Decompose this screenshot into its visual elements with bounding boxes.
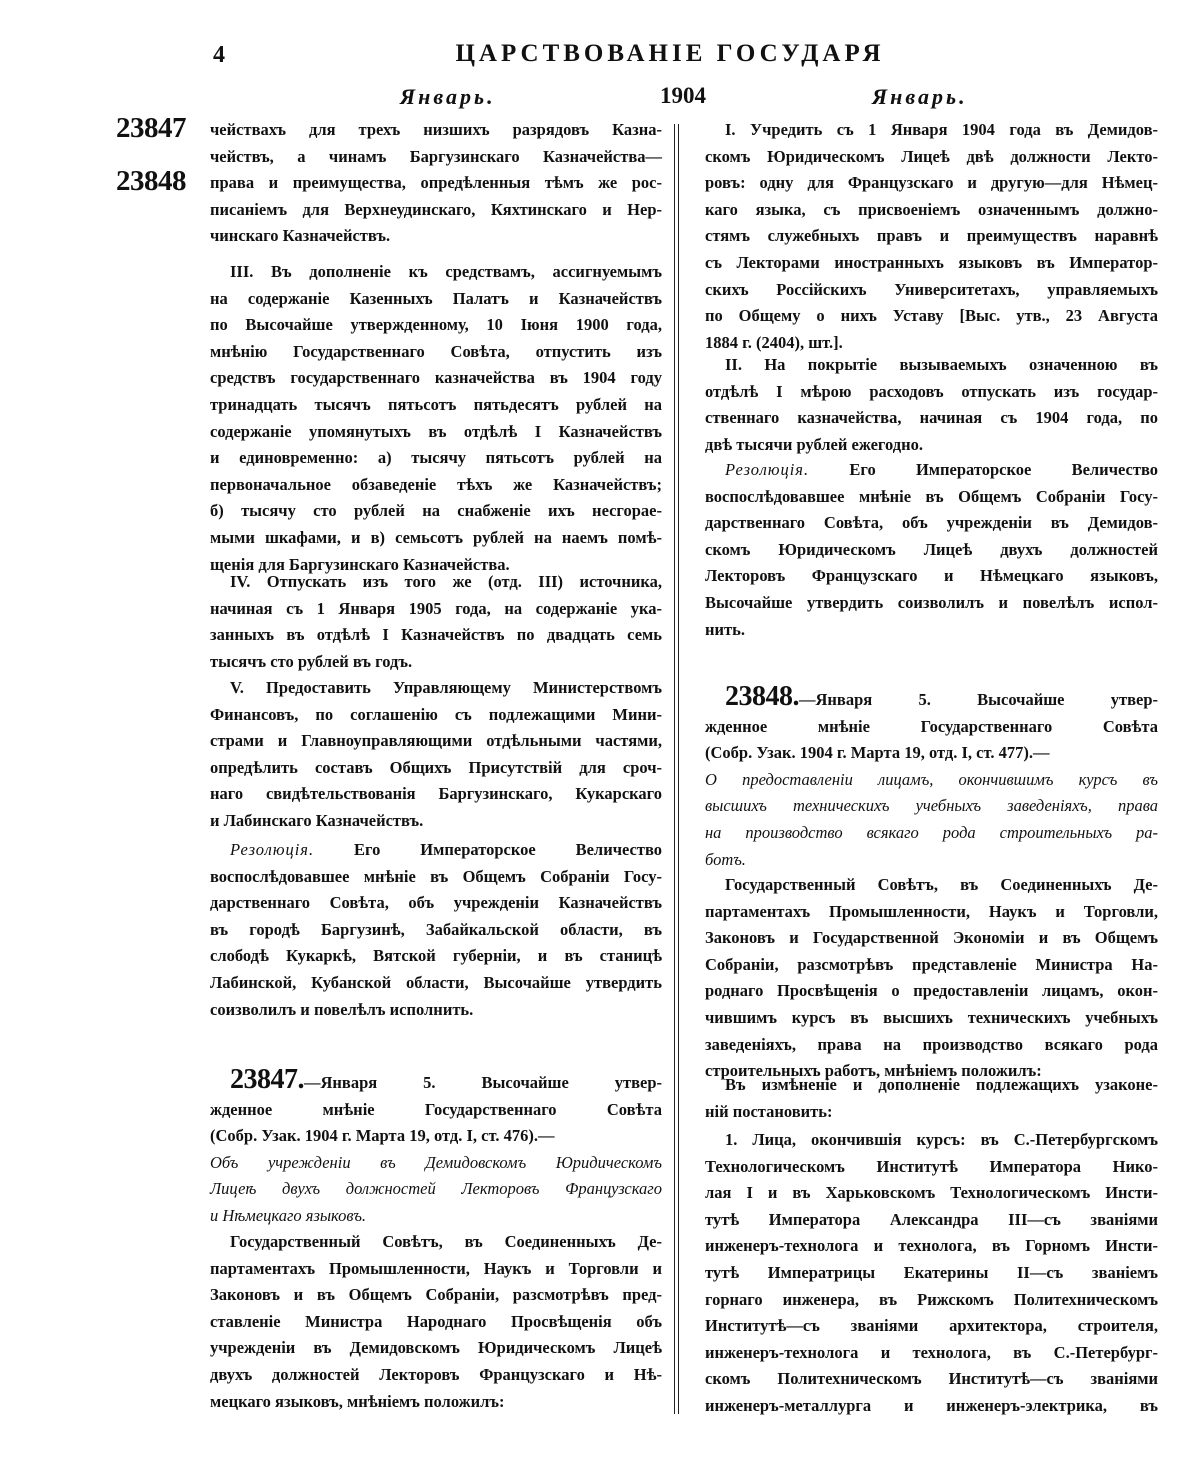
text-line bbox=[210, 649, 662, 676]
text-line bbox=[210, 472, 662, 499]
line-text: на содержаніе Казенныхъ Палатъ и Казначействъ bbox=[210, 288, 662, 308]
paragraph bbox=[705, 1072, 1158, 1125]
line-text: чившимъ курсъ въ высшихъ техническихъ учебныхъ bbox=[705, 1007, 1158, 1027]
line-text: б) тысячу сто рублей на снабженіе ихъ несгорае- bbox=[210, 501, 662, 521]
text-line bbox=[210, 1335, 662, 1362]
text-line bbox=[210, 392, 662, 419]
text-line bbox=[210, 1064, 662, 1097]
line-text: мецкаго языковъ, мнѣніемъ положилъ: bbox=[210, 1391, 505, 1411]
line-text: Законовъ и Государственной Экономіи и въ Общемъ bbox=[705, 928, 1158, 948]
page-number: 4 bbox=[213, 42, 225, 68]
decree-number: 23847. bbox=[230, 1064, 304, 1095]
line-text: —Января 5. Высочайше утвер- bbox=[799, 690, 1158, 709]
text-line bbox=[705, 303, 1158, 330]
line-text: каго языка, съ присвоеніемъ означеннымъ должно- bbox=[705, 199, 1158, 219]
line-text: инженеръ-металлурга и инженеръ-электрика, въ bbox=[705, 1395, 1158, 1415]
text-line bbox=[705, 537, 1158, 564]
year: 1904 bbox=[660, 83, 706, 108]
line-text: Государственный Совѣтъ, въ Соединенныхъ Де- bbox=[230, 1232, 662, 1251]
line-text: начиная съ 1 Января 1905 года, на содержаніе ука- bbox=[210, 598, 662, 618]
text-line bbox=[210, 445, 662, 472]
text-line bbox=[705, 1032, 1158, 1059]
line-text: ставленіе Министра Народнаго Просвѣщенія объ bbox=[210, 1311, 662, 1331]
text-line bbox=[705, 740, 1158, 767]
text-line bbox=[705, 617, 1158, 644]
paragraph bbox=[210, 837, 662, 1023]
line-text: страми и Главноуправляющими отдѣльными частями, bbox=[210, 731, 662, 751]
line-text: занныхъ въ отдѣлѣ I Казначействъ по двадцать семь bbox=[210, 625, 662, 645]
text-line bbox=[210, 890, 662, 917]
text-line bbox=[705, 250, 1158, 277]
text-line bbox=[705, 952, 1158, 979]
line-text: и единовременно: а) тысячу пятьсотъ рублей на bbox=[210, 448, 662, 468]
text-line bbox=[210, 728, 662, 755]
text-line bbox=[705, 484, 1158, 511]
margin-number: 23847 bbox=[116, 112, 186, 144]
line-text: V. Предоставить Управляющему Министерствомъ bbox=[230, 678, 662, 697]
line-text: мнѣнію Государственнаго Совѣта, отпустить изъ bbox=[210, 341, 662, 361]
line-text: щенія для Баргузинскаго Казначейства. bbox=[210, 554, 510, 574]
text-line bbox=[705, 1005, 1158, 1032]
text-line bbox=[705, 872, 1158, 899]
line-text: заведеніяхъ, права на производство всякаго рода bbox=[705, 1034, 1158, 1054]
line-text: скомъ Юридическомъ Лицеѣ двухъ должностей bbox=[705, 539, 1158, 559]
text-line bbox=[705, 899, 1158, 926]
line-text: ровъ: одну для Французскаго и другую—для Нѣмец- bbox=[705, 173, 1158, 193]
line-text: инженеръ-технолога и технолога, въ Горномъ Инсти- bbox=[705, 1236, 1158, 1256]
line-text: воспослѣдовавшее мнѣніе въ Общемъ Собраніи Госу- bbox=[705, 486, 1158, 506]
text-line bbox=[210, 197, 662, 224]
line-text: права и преимущества, опредѣленныя тѣмъ же рос- bbox=[210, 173, 662, 193]
section-heading bbox=[210, 1064, 662, 1230]
text-line bbox=[705, 1340, 1158, 1367]
line-text: ботъ. bbox=[705, 849, 746, 869]
line-text: по Общему о нихъ Уставу [Выс. утв., 23 Августа bbox=[705, 306, 1158, 326]
text-line bbox=[705, 820, 1158, 847]
text-line bbox=[210, 917, 662, 944]
line-text: III. Въ дополненіе къ средствамъ, ассигнуемымъ bbox=[230, 262, 662, 281]
text-line bbox=[210, 755, 662, 782]
paragraph bbox=[210, 259, 662, 578]
line-text: 1884 г. (2404), шт.]. bbox=[705, 332, 843, 352]
text-line bbox=[210, 596, 662, 623]
line-text: скихъ Россійскихъ Университетахъ, управляемыхъ bbox=[705, 279, 1158, 299]
text-line bbox=[210, 1309, 662, 1336]
text-line bbox=[210, 498, 662, 525]
line-text: Финансовъ, по соглашенію съ подлежащими Мини- bbox=[210, 704, 662, 724]
text-line bbox=[705, 223, 1158, 250]
resolution-label: Резолюція. bbox=[725, 460, 810, 479]
decree-number: 23848. bbox=[725, 681, 799, 712]
text-line bbox=[705, 1072, 1158, 1099]
line-text: наго свидѣтельствованія Баргузинскаго, Кукарскаго bbox=[210, 784, 662, 804]
line-text: двухъ должностей Лекторовъ Французскаго и Нѣ- bbox=[210, 1364, 662, 1384]
text-line bbox=[705, 117, 1158, 144]
text-line bbox=[705, 714, 1158, 741]
line-text: Лицеѣ двухъ должностей Лекторовъ Французскаго bbox=[210, 1179, 662, 1199]
line-text: Въ измѣненіе и дополненіе подлежащихъ узаконе- bbox=[725, 1075, 1158, 1094]
line-text: Объ учрежденіи въ Демидовскомъ Юридическомъ bbox=[210, 1152, 662, 1172]
text-line bbox=[705, 432, 1158, 459]
text-line bbox=[210, 1150, 662, 1177]
line-text: О предоставленіи лицамъ, окончившимъ курсъ въ bbox=[705, 769, 1158, 789]
text-line bbox=[705, 1233, 1158, 1260]
line-text: Лекторовъ Французскаго и Нѣмецкаго языковъ, bbox=[705, 566, 1158, 586]
text-line bbox=[705, 379, 1158, 406]
text-line bbox=[705, 457, 1158, 484]
text-line bbox=[210, 1389, 662, 1416]
line-text: Собраніи, разсмотрѣвъ представленіе Министра На- bbox=[705, 954, 1158, 974]
text-line bbox=[210, 837, 662, 864]
line-text: и Нѣмецкаго языковъ. bbox=[210, 1205, 367, 1225]
text-line bbox=[210, 117, 662, 144]
line-text: тысячъ сто рублей въ годъ. bbox=[210, 651, 413, 671]
line-text: соизволилъ и повелѣлъ исполнить. bbox=[210, 999, 474, 1019]
text-line bbox=[705, 1099, 1158, 1126]
text-line bbox=[210, 1229, 662, 1256]
text-line bbox=[210, 286, 662, 313]
paragraph bbox=[210, 569, 662, 675]
line-text: жденное мнѣніе Государственнаго Совѣта bbox=[705, 716, 1158, 736]
line-text: партаментахъ Промышленности, Наукъ и Торговли, bbox=[705, 901, 1158, 921]
line-text: ній постановить: bbox=[705, 1101, 833, 1121]
line-text: Институтѣ—съ званіями архитектора, строителя, bbox=[705, 1316, 1158, 1336]
line-text: чинскаго Казначействъ. bbox=[210, 226, 391, 246]
text-line bbox=[705, 1260, 1158, 1287]
line-text: тутѣ Императора Александра III—съ званіями bbox=[705, 1209, 1158, 1229]
margin-number: 23848 bbox=[116, 165, 186, 197]
line-text: Технологическомъ Институтѣ Императора Нико- bbox=[705, 1156, 1158, 1176]
line-text: высшихъ техническихъ учебныхъ заведеніяхъ, права bbox=[705, 796, 1158, 816]
line-text: нить. bbox=[705, 619, 745, 639]
line-text: отдѣлѣ I мѣрою расходовъ отпускать изъ государ- bbox=[705, 381, 1158, 401]
line-text: скомъ Политехническомъ Институтѣ—съ званіями bbox=[705, 1369, 1158, 1389]
text-line bbox=[210, 1097, 662, 1124]
line-text: —Января 5. Высочайше утвер- bbox=[304, 1073, 662, 1092]
line-text: воспослѣдовавшее мнѣніе въ Общемъ Собраніи Госу- bbox=[210, 866, 662, 886]
text-line bbox=[210, 1282, 662, 1309]
line-text: инженеръ-технолога и технолога, въ С.-Петербург- bbox=[705, 1342, 1158, 1362]
text-line bbox=[210, 259, 662, 286]
text-line bbox=[210, 864, 662, 891]
line-text: дарственнаго Совѣта, объ учрежденіи въ Демидов- bbox=[705, 513, 1158, 533]
line-text: Государственный Совѣтъ, въ Соединенныхъ Де- bbox=[725, 875, 1158, 894]
paragraph bbox=[705, 457, 1158, 643]
paragraph bbox=[705, 117, 1158, 356]
line-text: стямъ служебныхъ правъ и преимуществъ наравнѣ bbox=[705, 226, 1158, 246]
text-line bbox=[705, 510, 1158, 537]
paragraph bbox=[705, 352, 1158, 458]
line-text: (Собр. Узак. 1904 г. Марта 19, отд. I, ст. 477).— bbox=[705, 743, 1050, 763]
paragraph bbox=[705, 872, 1158, 1085]
line-text: опредѣлить составъ Общихъ Присутствій для сроч- bbox=[210, 757, 662, 777]
text-line bbox=[705, 847, 1158, 874]
line-text: жденное мнѣніе Государственнаго Совѣта bbox=[210, 1099, 662, 1119]
line-text: по Высочайше утвержденному, 10 Іюня 1900 года, bbox=[210, 315, 662, 335]
paragraph bbox=[705, 1127, 1158, 1420]
text-line bbox=[210, 312, 662, 339]
line-text: партаментахъ Промышленности, Наукъ и Торговли и bbox=[210, 1258, 662, 1278]
line-text: Высочайше утвердить соизволилъ и повелѣлъ испол- bbox=[705, 592, 1158, 612]
line-text: Его Императорское Величество bbox=[354, 840, 663, 859]
line-text: скомъ Юридическомъ Лицеѣ двѣ должности Лекто- bbox=[705, 146, 1158, 166]
text-line bbox=[705, 352, 1158, 379]
line-text: и Лабинскаго Казначействъ. bbox=[210, 810, 424, 830]
line-text: 1. Лица, окончившія курсъ: въ С.-Петербургскомъ bbox=[725, 1130, 1158, 1149]
text-line bbox=[210, 997, 662, 1024]
paragraph bbox=[210, 117, 662, 250]
line-text: въ городѣ Баргузинѣ, Забайкальской области, въ bbox=[210, 919, 662, 939]
line-text: средствъ государственнаго казначейства въ 1904 году bbox=[210, 368, 662, 388]
line-text: мыми шкафами, и в) семьсотъ рублей на наемъ помѣ- bbox=[210, 527, 662, 547]
line-text: на производство всякаго рода строительныхъ ра- bbox=[705, 822, 1158, 842]
running-title: ЦАРСТВОВАНІЕ ГОСУДАРЯ bbox=[455, 40, 885, 67]
line-text: двѣ тысячи рублей ежегодно. bbox=[705, 434, 923, 454]
text-line bbox=[210, 1256, 662, 1283]
text-line bbox=[705, 1393, 1158, 1420]
line-text: дарственнаго Совѣта, объ учрежденіи Казначействъ bbox=[210, 893, 662, 913]
text-line bbox=[210, 1176, 662, 1203]
text-line bbox=[210, 1203, 662, 1230]
text-line bbox=[705, 170, 1158, 197]
line-text: (Собр. Узак. 1904 г. Марта 19, отд. I, ст. 476).— bbox=[210, 1126, 555, 1146]
text-line bbox=[705, 1366, 1158, 1393]
text-line bbox=[705, 681, 1158, 714]
text-line bbox=[210, 525, 662, 552]
text-line bbox=[210, 339, 662, 366]
text-line bbox=[210, 1123, 662, 1150]
line-text: съ Лекторами иностранныхъ языковъ въ Император- bbox=[705, 252, 1158, 272]
line-text: Его Императорское Величество bbox=[849, 460, 1158, 479]
line-text: учрежденіи въ Демидовскомъ Юридическомъ Лицеѣ bbox=[210, 1338, 662, 1358]
line-text: лая I и въ Харьковскомъ Технологическомъ Инсти- bbox=[705, 1183, 1158, 1203]
text-line bbox=[210, 702, 662, 729]
text-line bbox=[705, 1180, 1158, 1207]
resolution-label: Резолюція. bbox=[230, 840, 315, 859]
line-text: Законовъ и въ Общемъ Собраніи, разсмотрѣвъ пред- bbox=[210, 1285, 662, 1305]
line-text: Лабинской, Кубанской области, Высочайше утвердить bbox=[210, 972, 662, 992]
text-line bbox=[705, 563, 1158, 590]
text-line bbox=[210, 943, 662, 970]
text-line bbox=[210, 223, 662, 250]
line-text: чействъ, а чинамъ Баргузинскаго Казначейства— bbox=[210, 146, 662, 166]
text-line bbox=[210, 144, 662, 171]
line-text: писаніемъ для Верхнеудинскаго, Кяхтинскаго и Нер- bbox=[210, 199, 662, 219]
line-text: горнаго инженера, въ Рижскомъ Политехническомъ bbox=[705, 1289, 1158, 1309]
text-line bbox=[705, 1287, 1158, 1314]
text-line bbox=[705, 1127, 1158, 1154]
line-text: первоначальное обзаведеніе тѣхъ же Казначействъ; bbox=[210, 474, 662, 494]
text-line bbox=[705, 1154, 1158, 1181]
text-line bbox=[210, 622, 662, 649]
text-line bbox=[705, 277, 1158, 304]
column-divider bbox=[674, 124, 679, 1414]
line-text: строительныхъ работъ, мнѣніемъ положилъ: bbox=[705, 1061, 1042, 1081]
text-line bbox=[705, 590, 1158, 617]
text-line bbox=[705, 1313, 1158, 1340]
text-line bbox=[210, 419, 662, 446]
line-text: слободѣ Кукаркѣ, Вятской губерніи, и въ станицѣ bbox=[210, 946, 662, 966]
line-text: ственнаго казначейства, начиная съ 1904 года, по bbox=[705, 408, 1158, 428]
paragraph bbox=[210, 1229, 662, 1415]
text-line bbox=[210, 1362, 662, 1389]
line-text: тутѣ Императрицы Екатерины II—съ званіемъ bbox=[705, 1262, 1158, 1282]
section-heading bbox=[705, 681, 1158, 873]
paragraph bbox=[210, 675, 662, 835]
text-line bbox=[705, 197, 1158, 224]
text-line bbox=[210, 970, 662, 997]
line-text: тринадцать тысячъ пятьсотъ пятьдесятъ рублей на bbox=[210, 394, 662, 414]
text-line bbox=[210, 675, 662, 702]
text-line bbox=[705, 793, 1158, 820]
text-line bbox=[705, 767, 1158, 794]
text-line bbox=[210, 808, 662, 835]
text-line bbox=[705, 925, 1158, 952]
month-right: Январь. bbox=[872, 84, 968, 109]
text-line bbox=[705, 144, 1158, 171]
text-line bbox=[210, 170, 662, 197]
line-text: II. На покрытіе вызываемыхъ означенною въ bbox=[725, 355, 1158, 374]
text-line bbox=[705, 405, 1158, 432]
line-text: IV. Отпускать изъ того же (отд. III) источника, bbox=[230, 572, 662, 591]
line-text: роднаго Просвѣщенія о предоставленіи лицамъ, окон- bbox=[705, 981, 1158, 1001]
text-line bbox=[210, 781, 662, 808]
line-text: содержаніе упомянутыхъ въ отдѣлѣ I Казначействъ bbox=[210, 421, 662, 441]
text-line bbox=[210, 569, 662, 596]
text-line bbox=[705, 978, 1158, 1005]
line-text: чействахъ для трехъ низшихъ разрядовъ Казна- bbox=[210, 120, 662, 139]
text-line bbox=[705, 1207, 1158, 1234]
text-line bbox=[210, 365, 662, 392]
month-left: Январь. bbox=[400, 84, 496, 109]
line-text: I. Учредить съ 1 Января 1904 года въ Демидов- bbox=[725, 120, 1158, 139]
